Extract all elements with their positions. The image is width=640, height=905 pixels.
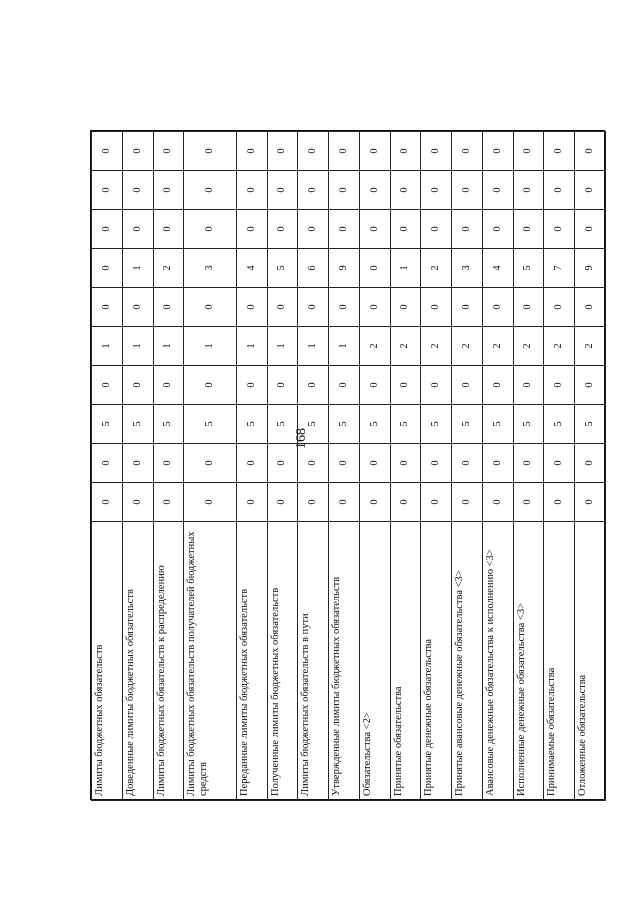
code-digit-cell: 6 — [298, 249, 329, 288]
code-digit-cell: 2 — [482, 327, 513, 366]
code-digit-cell: 5 — [421, 405, 452, 444]
code-digit-cell: 0 — [544, 171, 575, 210]
code-digit-cell: 0 — [184, 132, 237, 171]
code-digit-cell: 9 — [329, 249, 360, 288]
code-digit-cell: 0 — [544, 444, 575, 483]
code-digit-cell: 5 — [513, 249, 544, 288]
code-digit-cell: 1 — [329, 327, 360, 366]
code-digit-cell: 0 — [298, 288, 329, 327]
code-digit-cell: 5 — [267, 405, 298, 444]
code-digit-cell: 4 — [236, 249, 267, 288]
code-digit-cell: 0 — [329, 288, 360, 327]
row-label: Авансовые денежные обязательства к исполнению <3> — [482, 522, 513, 801]
code-digit-cell: 5 — [544, 405, 575, 444]
code-digit-cell: 0 — [544, 210, 575, 249]
code-digit-cell: 1 — [184, 327, 237, 366]
code-digit-cell: 5 — [452, 405, 483, 444]
account-codes-table — [91, 131, 606, 801]
code-digit-cell: 1 — [92, 327, 123, 366]
code-digit-cell: 0 — [153, 171, 184, 210]
code-digit-cell: 0 — [236, 288, 267, 327]
code-digit-cell: 0 — [513, 483, 544, 522]
row-label: Лимиты бюджетных обязательств — [92, 522, 123, 801]
code-digit-cell: 0 — [452, 288, 483, 327]
code-digit-cell: 5 — [482, 405, 513, 444]
code-digit-cell: 5 — [575, 405, 606, 444]
code-digit-cell: 5 — [122, 405, 153, 444]
code-digit-cell: 0 — [236, 132, 267, 171]
code-digit-cell: 0 — [153, 444, 184, 483]
code-digit-cell: 0 — [544, 288, 575, 327]
code-digit-cell: 3 — [452, 249, 483, 288]
code-digit-cell: 0 — [267, 210, 298, 249]
code-digit-cell: 0 — [267, 483, 298, 522]
code-digit-cell: 0 — [298, 171, 329, 210]
code-digit-cell: 0 — [298, 366, 329, 405]
code-digit-cell: 0 — [122, 288, 153, 327]
code-digit-cell: 0 — [184, 444, 237, 483]
code-digit-cell: 0 — [452, 171, 483, 210]
code-digit-cell: 0 — [452, 132, 483, 171]
table-row — [122, 132, 153, 801]
code-digit-cell: 0 — [513, 210, 544, 249]
code-digit-cell: 0 — [359, 210, 390, 249]
table-body — [92, 132, 606, 801]
code-digit-cell: 0 — [122, 483, 153, 522]
code-digit-cell: 0 — [359, 483, 390, 522]
code-digit-cell: 0 — [544, 132, 575, 171]
row-label: Исполненные денежные обязательства <3> — [513, 522, 544, 801]
row-label: Обязательства <2> — [359, 522, 390, 801]
row-label: Переданные лимиты бюджетных обязательств — [236, 522, 267, 801]
code-digit-cell: 0 — [390, 210, 421, 249]
code-digit-cell: 0 — [544, 366, 575, 405]
code-digit-cell: 0 — [452, 366, 483, 405]
row-label: Доведенные лимиты бюджетных обязательств — [122, 522, 153, 801]
code-digit-cell: 0 — [575, 210, 606, 249]
code-digit-cell: 0 — [390, 444, 421, 483]
code-digit-cell: 2 — [421, 327, 452, 366]
table-row — [298, 132, 329, 801]
table-row — [153, 132, 184, 801]
row-label: Принятые обязательства — [390, 522, 421, 801]
table-row — [267, 132, 298, 801]
code-digit-cell: 0 — [421, 171, 452, 210]
code-digit-cell: 0 — [544, 483, 575, 522]
code-digit-cell: 2 — [390, 327, 421, 366]
code-digit-cell: 0 — [390, 288, 421, 327]
code-digit-cell: 1 — [153, 327, 184, 366]
code-digit-cell: 0 — [329, 444, 360, 483]
code-digit-cell: 3 — [184, 249, 237, 288]
code-digit-cell: 2 — [153, 249, 184, 288]
code-digit-cell: 0 — [153, 132, 184, 171]
code-digit-cell: 0 — [184, 288, 237, 327]
code-digit-cell: 0 — [575, 132, 606, 171]
code-digit-cell: 0 — [482, 483, 513, 522]
code-digit-cell: 0 — [236, 444, 267, 483]
row-label: Полученные лимиты бюджетных обязательств — [267, 522, 298, 801]
code-digit-cell: 0 — [421, 366, 452, 405]
code-digit-cell: 2 — [421, 249, 452, 288]
code-digit-cell: 1 — [390, 249, 421, 288]
code-digit-cell: 0 — [513, 288, 544, 327]
code-digit-cell: 0 — [513, 366, 544, 405]
code-digit-cell: 0 — [298, 483, 329, 522]
code-digit-cell: 0 — [452, 444, 483, 483]
code-digit-cell: 0 — [92, 366, 123, 405]
code-digit-cell: 2 — [513, 327, 544, 366]
code-digit-cell: 0 — [267, 366, 298, 405]
code-digit-cell: 0 — [184, 171, 237, 210]
code-digit-cell: 0 — [329, 171, 360, 210]
code-digit-cell: 0 — [421, 132, 452, 171]
code-digit-cell: 0 — [390, 483, 421, 522]
code-digit-cell: 0 — [359, 366, 390, 405]
code-digit-cell: 5 — [153, 405, 184, 444]
code-digit-cell: 0 — [122, 366, 153, 405]
code-digit-cell: 0 — [92, 444, 123, 483]
table-row — [452, 132, 483, 801]
code-digit-cell: 0 — [359, 132, 390, 171]
code-digit-cell: 0 — [482, 171, 513, 210]
code-digit-cell: 0 — [575, 366, 606, 405]
row-label: Утвержденные лимиты бюджетных обязательств — [329, 522, 360, 801]
code-digit-cell: 0 — [390, 366, 421, 405]
code-digit-cell: 0 — [421, 483, 452, 522]
table-row — [184, 132, 237, 801]
code-digit-cell: 0 — [236, 483, 267, 522]
code-digit-cell: 0 — [92, 132, 123, 171]
code-digit-cell: 0 — [298, 444, 329, 483]
code-digit-cell: 0 — [329, 210, 360, 249]
table-row — [329, 132, 360, 801]
code-digit-cell: 0 — [421, 288, 452, 327]
code-digit-cell: 0 — [421, 210, 452, 249]
code-digit-cell: 0 — [153, 483, 184, 522]
code-digit-cell: 0 — [482, 366, 513, 405]
row-label: Принятые денежные обязательства — [421, 522, 452, 801]
code-digit-cell: 2 — [452, 327, 483, 366]
account-codes-table-frame — [90, 130, 605, 800]
code-digit-cell: 0 — [92, 171, 123, 210]
code-digit-cell: 0 — [267, 288, 298, 327]
code-digit-cell: 0 — [482, 132, 513, 171]
code-digit-cell: 0 — [329, 132, 360, 171]
code-digit-cell: 0 — [122, 444, 153, 483]
table-row — [544, 132, 575, 801]
code-digit-cell: 0 — [184, 483, 237, 522]
code-digit-cell: 0 — [298, 132, 329, 171]
code-digit-cell: 5 — [390, 405, 421, 444]
row-label: Лимиты бюджетных обязательств к распределению — [153, 522, 184, 801]
code-digit-cell: 0 — [482, 444, 513, 483]
code-digit-cell: 0 — [575, 444, 606, 483]
code-digit-cell: 1 — [122, 327, 153, 366]
code-digit-cell: 0 — [329, 483, 360, 522]
table-row — [575, 132, 606, 801]
code-digit-cell: 5 — [298, 405, 329, 444]
page-number: 168 — [294, 428, 309, 449]
code-digit-cell: 0 — [575, 483, 606, 522]
table-row — [513, 132, 544, 801]
table-row — [482, 132, 513, 801]
code-digit-cell: 1 — [122, 249, 153, 288]
code-digit-cell: 2 — [575, 327, 606, 366]
code-digit-cell: 0 — [267, 132, 298, 171]
table-row — [92, 132, 123, 801]
code-digit-cell: 0 — [122, 210, 153, 249]
code-digit-cell: 0 — [482, 288, 513, 327]
table-row — [236, 132, 267, 801]
code-digit-cell: 5 — [236, 405, 267, 444]
code-digit-cell: 5 — [267, 249, 298, 288]
code-digit-cell: 0 — [153, 210, 184, 249]
code-digit-cell: 0 — [359, 249, 390, 288]
code-digit-cell: 0 — [390, 171, 421, 210]
code-digit-cell: 0 — [575, 288, 606, 327]
row-label: Лимиты бюджетных обязательств получателей бюджетных средств — [184, 522, 237, 801]
table-row — [390, 132, 421, 801]
code-digit-cell: 0 — [359, 288, 390, 327]
code-digit-cell: 4 — [482, 249, 513, 288]
code-digit-cell: 0 — [267, 444, 298, 483]
code-digit-cell: 2 — [359, 327, 390, 366]
code-digit-cell: 0 — [184, 366, 237, 405]
code-digit-cell: 0 — [236, 366, 267, 405]
code-digit-cell: 0 — [92, 483, 123, 522]
code-digit-cell: 0 — [236, 171, 267, 210]
code-digit-cell: 0 — [92, 249, 123, 288]
table-row — [421, 132, 452, 801]
code-digit-cell: 0 — [267, 171, 298, 210]
code-digit-cell: 0 — [359, 444, 390, 483]
code-digit-cell: 5 — [513, 405, 544, 444]
code-digit-cell: 0 — [92, 210, 123, 249]
code-digit-cell: 0 — [452, 483, 483, 522]
code-digit-cell: 0 — [122, 132, 153, 171]
code-digit-cell: 0 — [575, 171, 606, 210]
code-digit-cell: 5 — [184, 405, 237, 444]
code-digit-cell: 0 — [513, 171, 544, 210]
code-digit-cell: 0 — [122, 171, 153, 210]
code-digit-cell: 0 — [184, 210, 237, 249]
row-label: Лимиты бюджетных обязательств в пути — [298, 522, 329, 801]
code-digit-cell: 0 — [329, 366, 360, 405]
code-digit-cell: 0 — [236, 210, 267, 249]
code-digit-cell: 2 — [544, 327, 575, 366]
code-digit-cell: 0 — [421, 444, 452, 483]
code-digit-cell: 5 — [92, 405, 123, 444]
code-digit-cell: 5 — [359, 405, 390, 444]
code-digit-cell: 0 — [513, 444, 544, 483]
code-digit-cell: 0 — [298, 210, 329, 249]
code-digit-cell: 0 — [513, 132, 544, 171]
code-digit-cell: 0 — [359, 171, 390, 210]
code-digit-cell: 0 — [153, 288, 184, 327]
code-digit-cell: 0 — [153, 366, 184, 405]
code-digit-cell: 0 — [482, 210, 513, 249]
row-label: Принятые авансовые денежные обязательства <3> — [452, 522, 483, 801]
code-digit-cell: 9 — [575, 249, 606, 288]
code-digit-cell: 0 — [452, 210, 483, 249]
code-digit-cell: 0 — [92, 288, 123, 327]
rotated-table-container — [91, 131, 606, 801]
table-row — [359, 132, 390, 801]
code-digit-cell: 1 — [298, 327, 329, 366]
code-digit-cell: 7 — [544, 249, 575, 288]
code-digit-cell: 0 — [390, 132, 421, 171]
row-label: Отложенные обязательства — [575, 522, 606, 801]
code-digit-cell: 1 — [236, 327, 267, 366]
code-digit-cell: 1 — [267, 327, 298, 366]
code-digit-cell: 5 — [329, 405, 360, 444]
row-label: Принимаемые обязательства — [544, 522, 575, 801]
